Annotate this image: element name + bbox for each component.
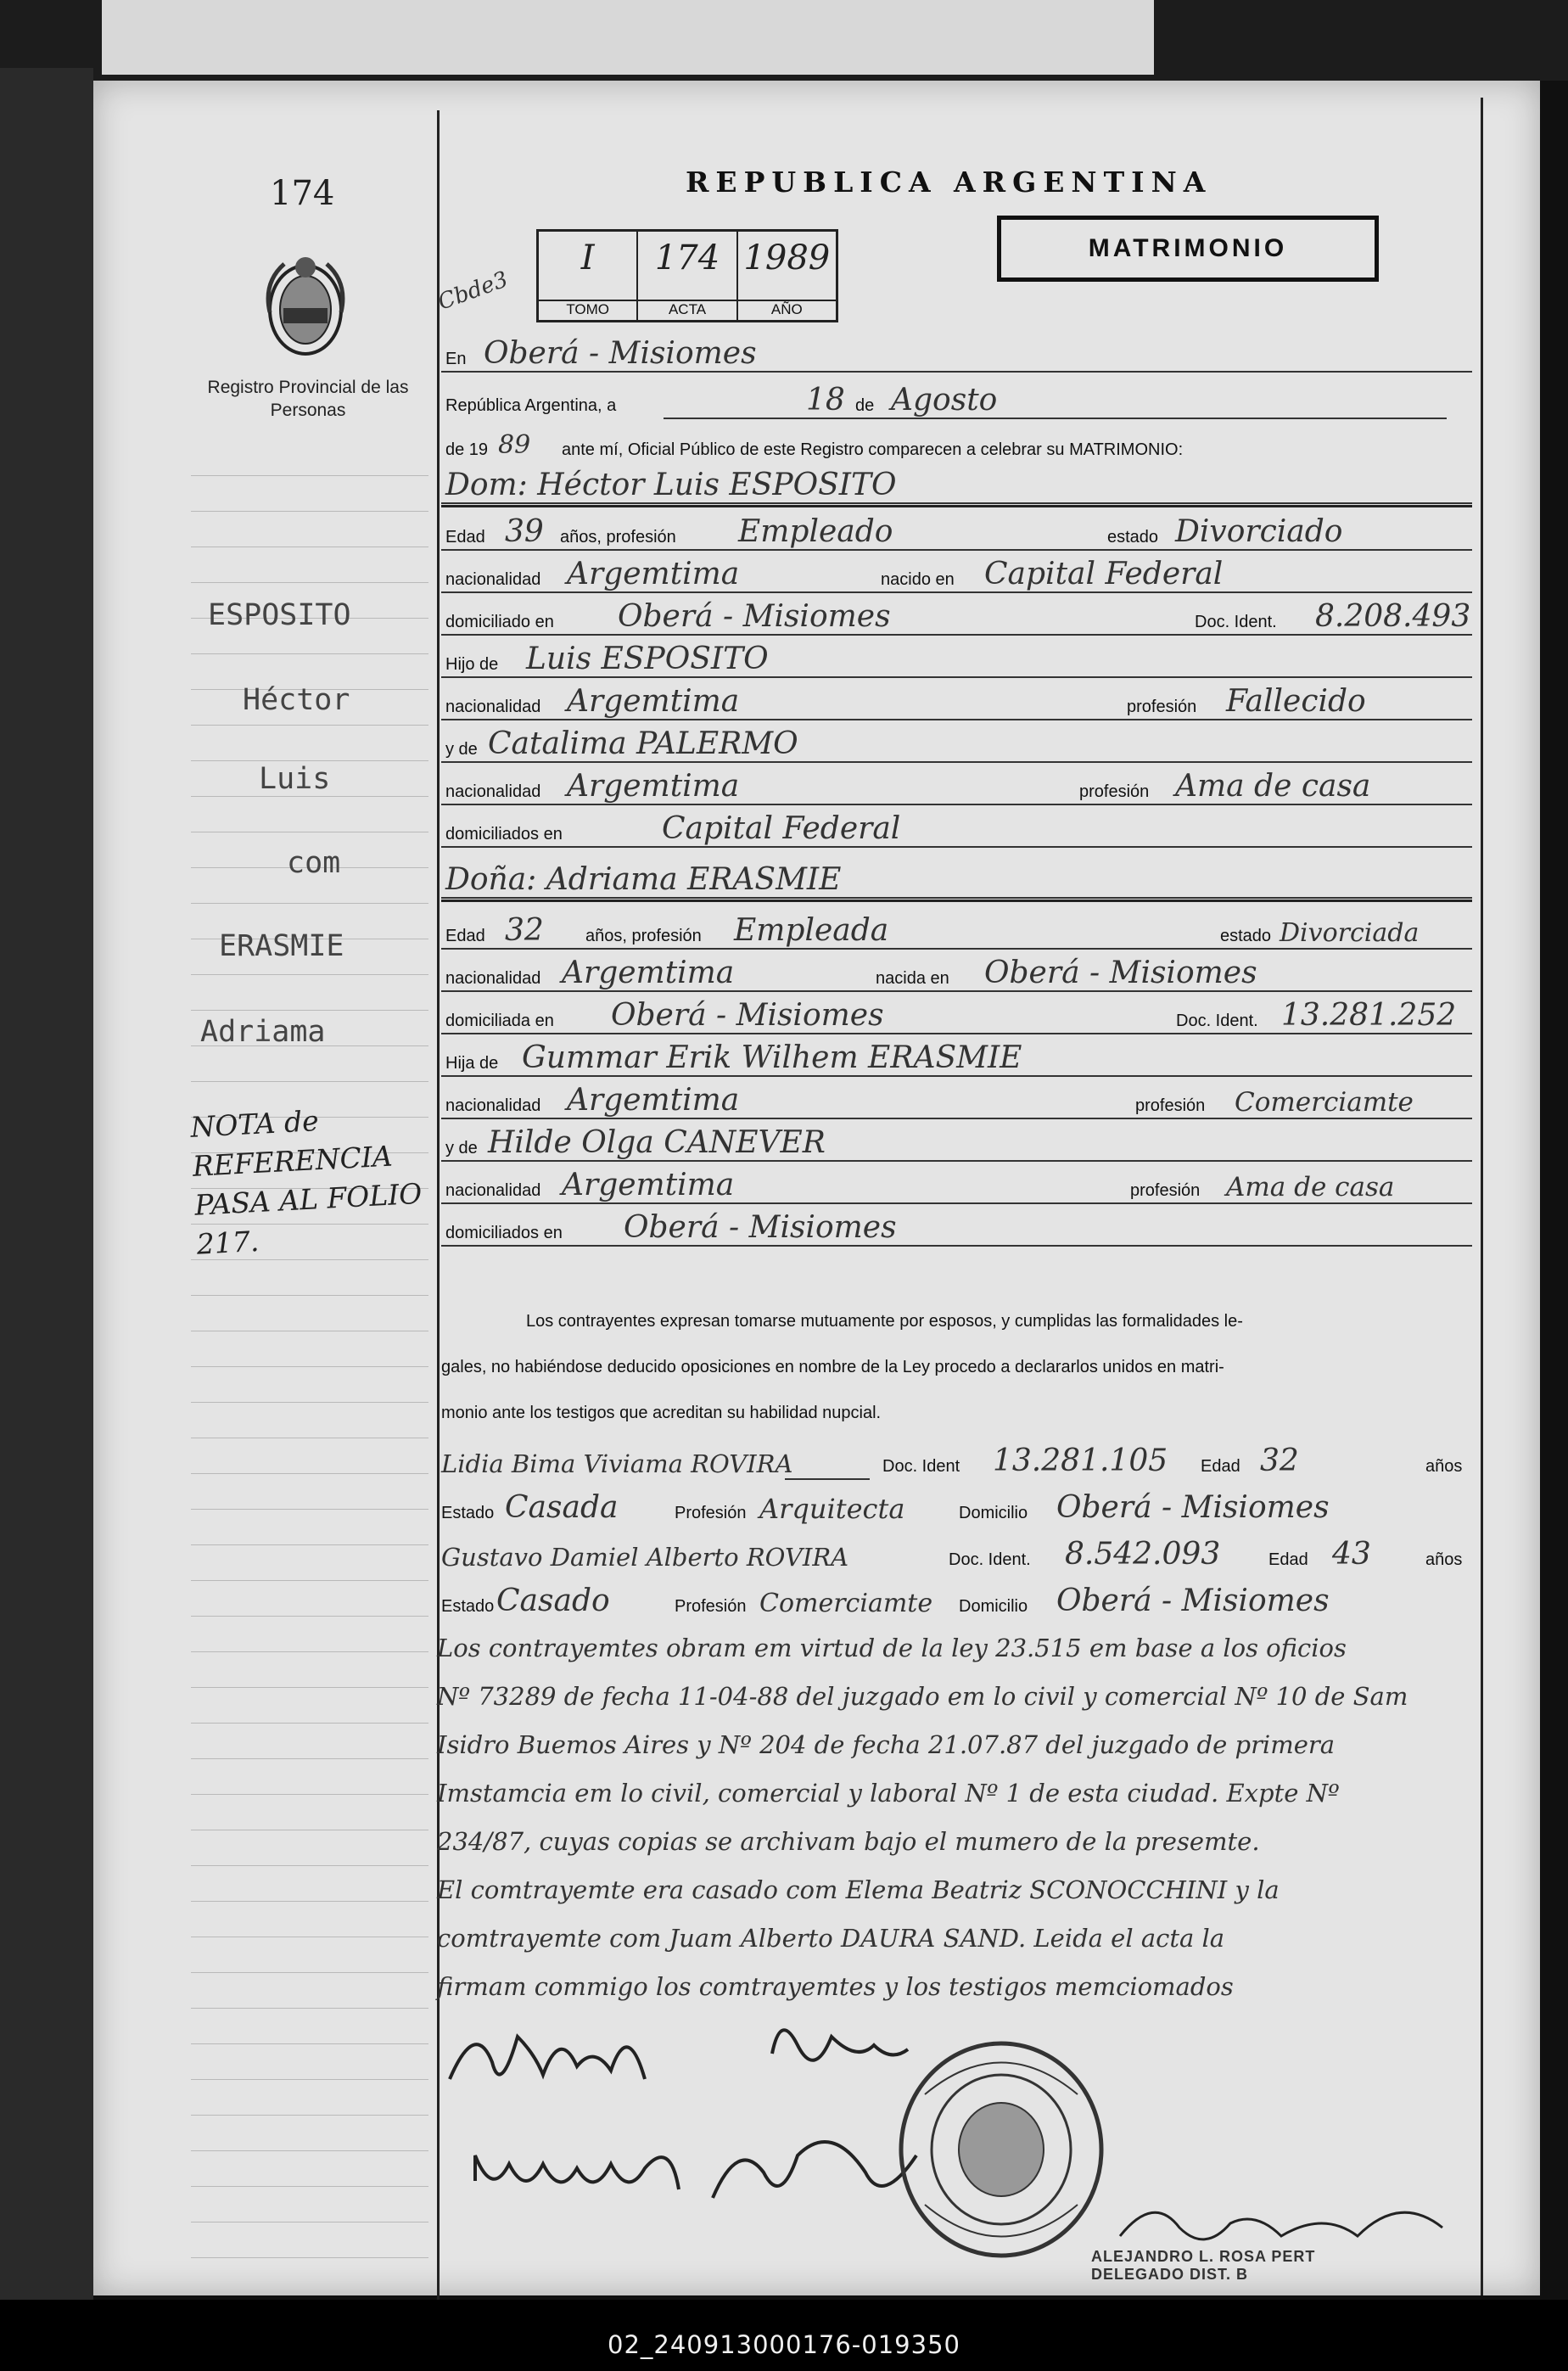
anos-profesion-label: años, profesión [585, 927, 702, 945]
y-de-label: y de [445, 740, 478, 759]
nacionalidad-label: nacionalidad [445, 698, 541, 716]
margin-rule [191, 653, 428, 654]
act-month: Agosto [891, 383, 998, 418]
bride-mother-nat-row [441, 1167, 1472, 1209]
witness-1-row [441, 1443, 1472, 1485]
groom-parents-address: Capital Federal [662, 811, 901, 846]
margin-rule [191, 2150, 428, 2151]
domiciliado-label: domiciliado en [445, 613, 554, 631]
margin-rule [191, 1651, 428, 1652]
bride-age-row [441, 912, 1472, 955]
groom-doc: 8.208.493 [1315, 599, 1471, 634]
estado-label: estado [1107, 528, 1159, 547]
nacido-label: nacido en [881, 570, 955, 589]
estado-label: estado [1220, 927, 1272, 945]
margin-rule [191, 2257, 428, 2258]
official-seal-stamp [891, 2035, 1112, 2264]
margin-code: Cbde3 [434, 266, 512, 316]
margin-rule [191, 1758, 428, 1759]
margin-rule [191, 2079, 428, 2080]
margin-bride-name: Adriama [200, 1015, 326, 1049]
witness-signature-1 [475, 2155, 679, 2189]
formal-line-2: gales, no habiéndose deducido oposiciones en nombre de la Ley procedo a declararlos unidos en matri- [441, 1358, 1224, 1376]
groom-birthplace: Capital Federal [984, 557, 1224, 591]
domiciliada-label: domiciliada en [445, 1012, 554, 1030]
bride-section-divider [441, 900, 1472, 902]
record-type: MATRIMONIO [1088, 234, 1288, 262]
book-binding [0, 68, 93, 2300]
margin-bride-surname: ERASMIE [219, 929, 344, 963]
acta-label: ACTA [638, 300, 736, 318]
witness-signature-2 [713, 2142, 916, 2198]
reference-note [189, 1095, 451, 1264]
witness-1-name: Lidia Bima Viviama ROVIRA [441, 1449, 793, 1478]
edad-label: Edad [445, 927, 485, 945]
acta-value: 174 [654, 238, 720, 277]
groom-section-divider [441, 505, 1472, 507]
anos-label: años [1425, 1457, 1463, 1476]
note-line: comtrayemte com Juam Alberto DAURA SAND. Leida el acta la [437, 1924, 1225, 1953]
bride-father-nationality: Argemtima [567, 1083, 740, 1118]
nacionalidad-label: nacionalidad [445, 1096, 541, 1115]
official-name-stamp [1091, 2248, 1315, 2284]
witness-1-doc: 13.281.105 [993, 1443, 1168, 1478]
provincial-crest-icon [255, 249, 356, 363]
year-prefix: de 19 [445, 440, 489, 459]
right-column-border [1481, 98, 1483, 2295]
domicilio-label: Domicilio [959, 1597, 1028, 1616]
margin-rule [191, 1794, 428, 1795]
margin-rule [191, 1010, 428, 1011]
margin-rule [191, 1972, 428, 1973]
act-year-suffix: 89 [498, 430, 531, 460]
margin-rule [191, 1081, 428, 1082]
witness-1-profession: Arquitecta [759, 1493, 905, 1525]
estado-label: Estado [441, 1597, 495, 1616]
nacionalidad-label: nacionalidad [445, 782, 541, 801]
act-place: Oberá - Misiomes [484, 336, 757, 371]
margin-rule [191, 1616, 428, 1617]
domiciliados-label: domiciliados en [445, 1224, 563, 1242]
edad-label: Edad [1268, 1550, 1308, 1569]
margin-rule [191, 511, 428, 512]
note-line: El comtrayemte era casado com Elema Beatriz SCONOCCHINI y la [437, 1875, 1280, 1904]
profesion-label: Profesión [675, 1597, 747, 1616]
formal-line-3: monio ante los testigos que acreditan su habilidad nupcial. [441, 1404, 882, 1422]
witness-2-address: Oberá - Misiomes [1056, 1583, 1330, 1618]
bride-profession: Empleada [734, 913, 889, 948]
acta-cell [638, 232, 737, 320]
anos-label: años [1425, 1550, 1463, 1569]
margin-rule [191, 2186, 428, 2187]
witness-1-age: 32 [1260, 1443, 1299, 1478]
tomo-label: TOMO [539, 300, 636, 318]
margin-rule [191, 1901, 428, 1902]
edad-label: Edad [445, 528, 485, 547]
groom-signature [450, 2037, 645, 2079]
anos-profesion-label: años, profesión [560, 528, 676, 547]
bride-father-profession: Comerciamte [1235, 1087, 1414, 1118]
note-line-2: PASA AL FOLIO [193, 1176, 423, 1222]
margin-rule [191, 475, 428, 476]
witness-2-name: Gustavo Damiel Alberto ROVIRA [441, 1543, 849, 1572]
place-row [441, 335, 1472, 378]
margin-rule [191, 582, 428, 583]
groom-full-name: Dom: Héctor Luis ESPOSITO [445, 468, 897, 502]
tomo-value: I [580, 238, 595, 277]
republica-label: República Argentina, a [445, 396, 617, 415]
record-type-box [997, 216, 1379, 282]
bride-father-nat-row [441, 1082, 1472, 1124]
groom-mother: Catalima PALERMO [488, 726, 798, 761]
groom-father-row [441, 641, 1472, 683]
groom-nationality: Argemtima [567, 557, 740, 591]
groom-father: Luis ESPOSITO [526, 642, 769, 676]
witness-2-doc: 8.542.093 [1065, 1537, 1221, 1572]
bride-mother-nationality: Argemtima [562, 1168, 735, 1202]
official-name: ALEJANDRO L. ROSA PERT [1091, 2248, 1316, 2265]
bride-birthplace: Oberá - Misiomes [984, 956, 1257, 990]
profesion-label: profesión [1079, 782, 1150, 801]
note-line-3: 217. [195, 1224, 260, 1261]
bride-full-name: Doña: Adriama ERASMIE [445, 862, 842, 897]
country-heading: REPUBLICA ARGENTINA [686, 165, 1212, 199]
tomo-acta-ano-box [536, 229, 838, 322]
margin-rule [191, 1544, 428, 1545]
bride-age: 32 [505, 913, 544, 948]
nacida-label: nacida en [876, 969, 949, 988]
nacionalidad-label: nacionalidad [445, 570, 541, 589]
nacionalidad-label: nacionalidad [445, 1181, 541, 1200]
hijo-label: Hijo de [445, 655, 499, 674]
groom-nationality-row [441, 556, 1472, 598]
note-line: Nº 73289 de fecha 11-04-88 del juzgado em lo civil y comercial Nº 10 de Sam [437, 1682, 1408, 1711]
year-row [441, 426, 1472, 468]
margin-groom-surname: ESPOSITO [208, 598, 351, 632]
groom-age-row [441, 513, 1472, 556]
doc-ident-label: Doc. Ident. [949, 1550, 1031, 1569]
note-line: Los contrayemtes obram em virtud de la ley 23.515 em base a los oficios [437, 1634, 1347, 1662]
note-line: firmam commigo los comtrayemtes y los testigos memciomados [437, 1972, 1234, 2001]
date-row [441, 382, 1472, 424]
margin-rule [191, 2115, 428, 2116]
witness-2-row [441, 1536, 1472, 1578]
margin-groom-name-2: Luis [259, 762, 331, 796]
profesion-label: Profesión [675, 1504, 747, 1522]
profesion-label: profesión [1127, 698, 1197, 716]
margin-rule [191, 796, 428, 797]
edad-label: Edad [1201, 1457, 1240, 1476]
registry-office-name: Registro Provincial de las Personas [207, 378, 409, 420]
bride-mother: Hilde Olga CANEVER [488, 1125, 826, 1160]
margin-rule [191, 725, 428, 726]
margin-rule [191, 1509, 428, 1510]
margin-rule [191, 1723, 428, 1724]
groom-address: Oberá - Misiomes [618, 599, 891, 634]
witness-2-details-row [441, 1583, 1472, 1625]
margin-rule [191, 2043, 428, 2044]
doc-ident-label: Doc. Ident. [1176, 1012, 1258, 1030]
groom-mother-nat-row [441, 768, 1472, 810]
intro-text: ante mí, Oficial Público de este Registro comparecen a celebrar su MATRIMONIO: [562, 440, 1184, 459]
domiciliados-label: domiciliados en [445, 825, 563, 844]
formal-declaration [441, 1298, 1472, 1436]
groom-civil-status: Divorciado [1175, 514, 1343, 549]
groom-father-nationality: Argemtima [567, 684, 740, 719]
witness-1-address: Oberá - Misiomes [1056, 1490, 1330, 1525]
formal-line-1: Los contrayentes expresan tomarse mutuamente por esposos, y cumplidas las formalidades le- [526, 1312, 1243, 1331]
margin-rule [191, 903, 428, 904]
groom-mother-profession: Ama de casa [1175, 769, 1371, 804]
margin-rule [191, 1473, 428, 1474]
hija-label: Hija de [445, 1054, 499, 1073]
ano-label: AÑO [738, 300, 836, 318]
previous-page-edge [102, 0, 1154, 75]
margin-rule [191, 1687, 428, 1688]
margin-rule [191, 1295, 428, 1296]
doc-ident-label: Doc. Ident. [1195, 613, 1277, 631]
margin-rule [191, 1402, 428, 1403]
note-line: Imstamcia em lo civil, comercial y laboral Nº 1 de esta ciudad. Expte Nº [437, 1779, 1340, 1808]
note-line: 234/87, cuyas copias se archivam bajo el mumero de la presemte. [437, 1827, 1260, 1856]
profesion-label: profesión [1130, 1181, 1201, 1200]
domicilio-label: Domicilio [959, 1504, 1028, 1522]
bride-nationality-row [441, 955, 1472, 997]
bride-nationality: Argemtima [562, 956, 735, 990]
groom-profession: Empleado [738, 514, 893, 549]
en-label: En [445, 350, 467, 368]
margin-rule [191, 1865, 428, 1866]
witness-2-age: 43 [1332, 1537, 1371, 1572]
bride-doc: 13.281.252 [1281, 998, 1457, 1033]
groom-mother-row [441, 726, 1472, 768]
groom-father-profession: Fallecido [1226, 684, 1366, 719]
bride-father: Gummar Erik Wilhem ERASMIE [522, 1040, 1022, 1075]
bride-parents-address: Oberá - Misiomes [624, 1210, 897, 1245]
groom-mother-nationality: Argemtima [567, 769, 740, 804]
groom-name-row [441, 467, 1472, 509]
act-day: 18 [806, 383, 845, 418]
groom-parents-address-row [441, 810, 1472, 853]
bride-mother-row [441, 1124, 1472, 1167]
profesion-label: profesión [1135, 1096, 1206, 1115]
bride-name-row [441, 861, 1472, 904]
official-role: DELEGADO DIST. B [1091, 2266, 1249, 2283]
tomo-cell [539, 232, 638, 320]
doc-ident-label: Doc. Ident [882, 1457, 960, 1476]
image-caption: 02_240913000176-019350 [608, 2330, 960, 2359]
ano-cell [738, 232, 836, 320]
witness-2-status: Casado [496, 1583, 610, 1618]
bride-address: Oberá - Misiomes [611, 998, 884, 1033]
note-line: Isidro Buemos Aires y Nº 204 de fecha 21.07.87 del juzgado de primera [437, 1730, 1336, 1759]
groom-address-row [441, 598, 1472, 641]
bride-address-row [441, 997, 1472, 1040]
y-de-label: y de [445, 1139, 478, 1157]
estado-label: Estado [441, 1504, 495, 1522]
bride-mother-profession: Ama de casa [1226, 1172, 1395, 1202]
note-line-1: NOTA de REFERENCIA [189, 1104, 394, 1183]
bride-signature [772, 2030, 908, 2060]
bride-father-row [441, 1040, 1472, 1082]
margin-rule [191, 1580, 428, 1581]
witness-1-details-row [441, 1489, 1472, 1532]
witness-2-profession: Comerciamte [759, 1589, 933, 1618]
witness-1-status: Casada [505, 1490, 619, 1525]
groom-father-nat-row [441, 683, 1472, 726]
margin-rule [191, 974, 428, 975]
margin-rule [191, 760, 428, 761]
de-label: de [855, 396, 875, 415]
bride-civil-status: Divorciada [1280, 918, 1420, 948]
page-number: 174 [270, 174, 335, 213]
margin-rule [191, 1366, 428, 1367]
margin-connector: com [287, 846, 341, 880]
nacionalidad-label: nacionalidad [445, 969, 541, 988]
margin-rule [191, 2008, 428, 2009]
groom-age: 39 [505, 514, 544, 549]
ano-value: 1989 [743, 238, 831, 277]
margin-groom-name-1: Héctor [243, 683, 350, 717]
bride-parents-address-row [441, 1209, 1472, 1252]
